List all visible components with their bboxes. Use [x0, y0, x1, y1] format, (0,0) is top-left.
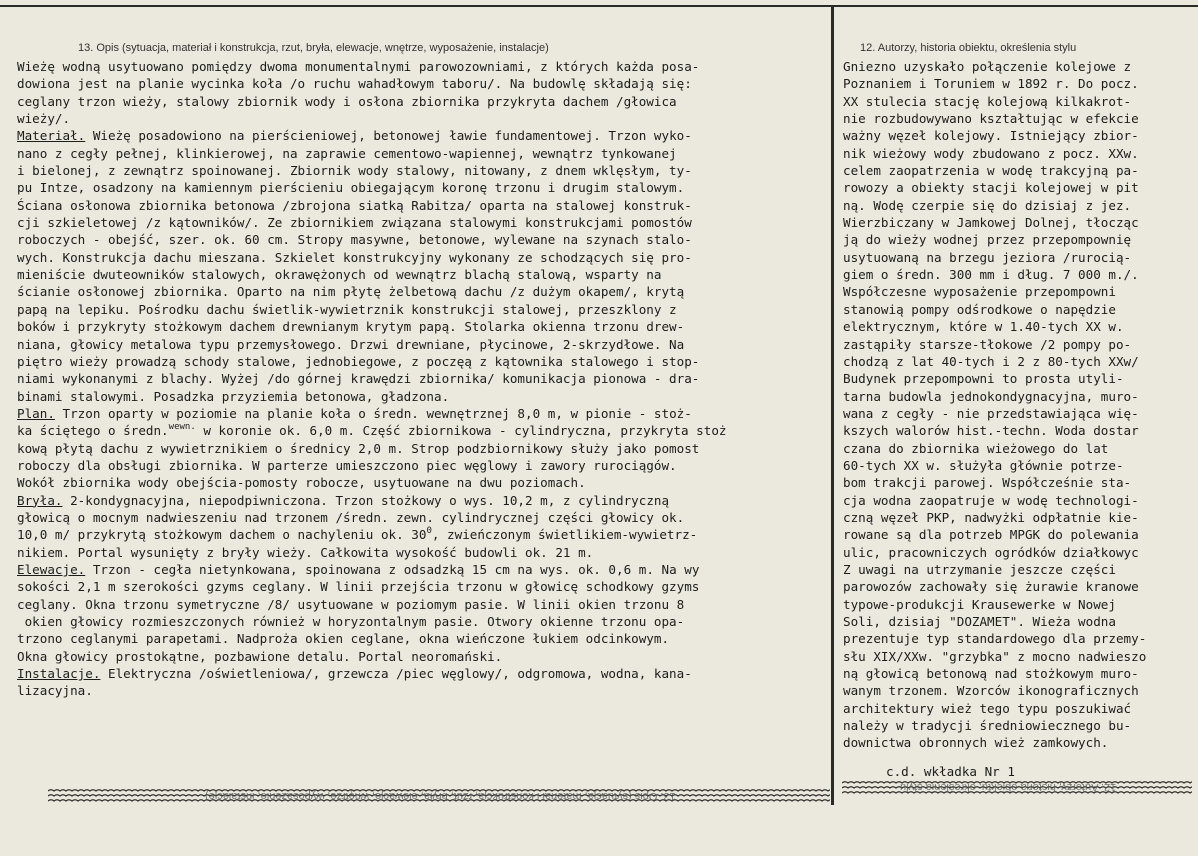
- column-divider: [831, 5, 834, 805]
- description-line: papą na lepiku. Pośrodku dachu świetlik-wywietrznik konstrukcji stalowej, przeszklony z: [17, 301, 677, 317]
- history-line: usytuowaną na brzegu jeziora /rurocią-: [843, 249, 1132, 265]
- description-line: sokości 2,1 m szerokości gzyms ceglany. W linii przejścia trzonu w głowicę schodkowy gzyms: [17, 579, 700, 595]
- history-line: downictwa obronnych wież zamkowych.: [843, 735, 1109, 751]
- history-line: Z uwagi na utrzymanie jeszcze części: [843, 561, 1116, 577]
- history-line: Gniezno uzyskało połączenie kolejowe z: [843, 59, 1132, 74]
- history-line: giem o średn. 300 mm i dług. 7 000 m./.: [843, 267, 1139, 283]
- description-line: binami stalowymi. Posadzka przyziemia betonowa, gładzona.: [17, 388, 450, 404]
- section-label: Bryła.: [17, 492, 63, 508]
- description-line: Plan. Trzon oparty w poziomie na planie koła o średn. wewnętrznej 8,0 m, w pionie - stoż-: [17, 405, 692, 421]
- history-line: nik wieżowy wody zbudowano z pocz. XXw.: [843, 145, 1139, 161]
- history-line: należy w tradycji średniowiecznego bu-: [843, 718, 1132, 734]
- history-line: parowozów zachowały się żurawie kranowe: [843, 579, 1139, 595]
- description-line: mieniście dwuteowników stalowych, okrawężonych od wewnątrz blachą stalową, wsparty na: [17, 267, 662, 283]
- description-line: kową płytą dachu z wywietrznikiem o średnicy 2,0 m. Strop podzbiornikowy służy jako pomost: [17, 440, 700, 456]
- description-line: ceglany. Okna trzonu symetryczne /8/ usytuowane w poziomym pasie. W linii okien trzonu 8: [17, 596, 685, 612]
- description-line: pu Intze, osadzony na kamiennym pierścieniu obiegającym koronę trzonu i drugim stalowym.: [17, 180, 685, 196]
- history-line: bom trakcji parowej. Współcześnie sta-: [843, 475, 1132, 491]
- description-line: ka ściętego o średn.$^{wewn.}$ w koronie ok. 6,0 m. Część zbiornikowa - cylindryczna, przykryta stoż: [17, 422, 727, 439]
- history-line: ważny węzeł kolejowy. Istniejący zbior-: [843, 128, 1139, 144]
- section-label: Plan.: [17, 405, 55, 421]
- history-line: czana do zbiornika wieżowego do lat: [843, 440, 1109, 456]
- description-line: nano z cegły pełnej, klinkierowej, na zaprawie cementowo-wapiennej, wewnątrz tynkowanej: [17, 145, 677, 161]
- description-line: niana, głowicy metalowa typu przemysłowego. Drzwi drewniane, płycinowe, 2-skrzydłowe. Na: [17, 336, 685, 352]
- description-text-column: [17, 58, 831, 700]
- history-line: wanym trzonem. Wzorców ikonograficznych: [843, 683, 1139, 699]
- history-line: architektury wież tego typu poszukiwać: [843, 700, 1132, 716]
- description-line: wieży/.: [17, 111, 71, 127]
- description-line: Okna głowicy prostokątne, pozbawione detalu. Portal neoromański.: [17, 648, 503, 664]
- history-text-column: [843, 58, 1198, 752]
- history-line: nie rozbudowywano kształtując w efekcie: [843, 111, 1139, 127]
- history-line: ulic, pracowniczych ogródków działkowyc: [843, 544, 1139, 560]
- description-line: okien głowicy rozmieszczonych również w horyzontalnym pasie. Otwory okienne trzonu opa-: [17, 614, 685, 629]
- history-line: typowe-produkcji Krausewerke w Nowej: [843, 596, 1116, 612]
- description-line: trzono ceglanymi parapetami. Nadproża okien ceglane, okna wieńczone łukiem odcinkowym.: [17, 631, 670, 647]
- history-line: cja wodna zaopatruje w wodę technologi-: [843, 492, 1139, 508]
- section-label: Elewacje.: [17, 561, 86, 577]
- history-line: słu XIX/XXw. "grzybka" z mocno nadwieszo: [843, 648, 1147, 664]
- history-line: wana z cegły - nie przedstawiająca wię-: [843, 405, 1139, 421]
- history-line: tarna budowla jednokondygnacyjna, muro-: [843, 388, 1139, 404]
- history-line: Budynek przepompowni to prosta utyli-: [843, 371, 1124, 387]
- top-border-line: [0, 5, 1198, 7]
- history-line: ją do wieży wodnej przez przepompownię: [843, 232, 1132, 248]
- history-line: chodzą z lat 40-tych i 2 z 80-tych XXw/: [843, 353, 1139, 369]
- description-line: Elewacje. Trzon - cegła nietynkowana, spoinowana z odsadzką 15 cm na wys. ok. 0,6 m. Na wy: [17, 561, 700, 577]
- description-line: lizacyjna.: [17, 683, 93, 699]
- history-line: ną. Wodę czerpie się do dzisiaj z jez.: [843, 197, 1132, 213]
- history-line: Współczesne wyposażenie przepompowni: [843, 284, 1116, 300]
- description-line: i bielonej, z zewnątrz spoinowanej. Zbiornik wody stalowy, nitowany, z dnem wklęsłym, ty-: [17, 163, 692, 179]
- history-line: rowozy a obiekty stacji kolejowej w pit: [843, 180, 1139, 196]
- description-line: 10,0 m/ przykrytą stożkowym dachem o nachyleniu ok. $30^0$, zwieńczonym świetlikiem-wywietrz-: [17, 526, 698, 543]
- history-line: Poznaniem i Toruniem w 1892 r. Do pocz.: [843, 76, 1139, 92]
- superscript: 0: [426, 526, 432, 537]
- history-line: prezentuje typ standardowego dla przemy-: [843, 631, 1147, 647]
- history-line: stanowią pompy odśrodkowe o napędzie: [843, 301, 1116, 317]
- section-label: Materiał.: [17, 128, 86, 144]
- history-line: rowane są dla potrzeb MPGK do polewania: [843, 527, 1139, 543]
- superscript: wewn.: [168, 422, 196, 433]
- history-line: ną głowicą betonową nad stożkowym muro-: [843, 666, 1139, 682]
- description-line: piętro wieży prowadzą schody stalowe, jednobiegowe, z poczęą z kątownika stalowego i stop-: [17, 353, 700, 369]
- history-line: 60-tych XX w. służyła głównie potrze-: [843, 457, 1124, 473]
- description-line: ceglany trzon wieży, stalowy zbiornik wody i osłona zbiornika przykryta dachem /głowica: [17, 93, 677, 109]
- description-line: boków i przykryty stożkowym dachem drewnianym krytym papą. Stolarka okienna trzonu drew-: [17, 319, 685, 335]
- description-line: Materiał. Wieżę posadowiono na pierścieniowej, betonowej ławie fundamentowej. Trzon wyko-: [17, 128, 692, 144]
- description-line: Instalacje. Elektryczna /oświetleniowa/, grzewcza /piec węglowy/, odgromowa, wodna, kana-: [17, 666, 692, 682]
- description-line: roboczy dla obsługi zbiornika. W parterze umieszczono piec węglowy i zawory rurociągów.: [17, 457, 677, 473]
- history-line: Wierzbiczany w Jamkowej Dolnej, tłocząc: [843, 215, 1139, 231]
- mirrored-heading-left: 13. Opis (sytuacja, materiał i konstrukcja, rzut, bryła, elewacje, wnętrze, wyposażenie, instalacje): [205, 790, 676, 802]
- description-line: nikiem. Portal wysunięty z bryły wieży. Całkowita wysokość budowli ok. 21 m.: [17, 544, 594, 560]
- section-13-heading: 13. Opis (sytuacja, materiał i konstrukcja, rzut, bryła, elewacje, wnętrze, wyposażenie, instalacje): [78, 42, 549, 54]
- description-line: Wieżę wodną usytuowano pomiędzy dwoma monumentalnymi parowozowniami, z których każda posa-: [17, 59, 700, 74]
- description-line: ścianie osłonowej zbiornika. Oparto na nim płytę żelbetową dachu /z dużym okapem/, krytą: [17, 284, 685, 300]
- description-line: wych. Konstrukcja dachu mieszana. Szkielet konstrukcyjny wykonany ze schodzących się pro-: [17, 249, 692, 265]
- history-line: kszych walorów hist.-techn. Woda dostar: [843, 423, 1139, 439]
- history-line: celem zaopatrzenia w wodę trakcyjną pa-: [843, 163, 1139, 179]
- description-line: dowiona jest na planie wycinka koła /o ruchu wahadłowym taboru/. Na budowlę składają się:: [17, 76, 692, 92]
- description-line: cji szkieletowej /z kątowników/. Ze zbiornikiem związana stalowymi konstrukcjami pomostów: [17, 215, 692, 231]
- description-line: roboczych - obejść, szer. ok. 60 cm. Stropy masywne, betonowe, wylewane na szynach stalo-: [17, 232, 692, 248]
- history-line: XX stulecia stację kolejową kilkakrot-: [843, 93, 1132, 109]
- description-line: głowicą o mocnym nadwieszeniu nad trzonem /średn. zewn. cylindrycznej części głowicy ok.: [17, 509, 685, 525]
- history-line: zastąpiły starsze-tłokowe /2 pompy po-: [843, 336, 1132, 352]
- continuation-note: c.d. wkładka Nr 1: [886, 764, 1015, 779]
- description-line: niami wykonanymi z blachy. Wyżej /do górnej krawędzi zbiornika/ komunikacja pionowa - dra-: [17, 371, 700, 387]
- section-label: Instalacje.: [17, 666, 101, 682]
- description-line: Ściana osłonowa zbiornika betonowa /zbrojona siatką Rabitza/ oparta na stalowej konstruk-: [17, 197, 692, 213]
- history-line: elektrycznym, które w 1.40-tych XX w.: [843, 319, 1124, 335]
- description-line: Bryła. 2-kondygnacyjna, niepodpiwniczona. Trzon stożkowy o wys. 10,2 m, z cylindryczną: [17, 492, 670, 508]
- description-line: Wokół zbiornika wody obejścia-pomosty robocze, usytuowane na dwu poziomach.: [17, 475, 586, 491]
- history-line: czną węzeł PKP, nadwyżki odpłatnie kie-: [843, 509, 1139, 525]
- mirrored-heading-right: 12. Autorzy, historia obiektu, określenia stylu: [900, 781, 1117, 793]
- history-line: Soli, dzisiaj "DOZAMET". Wieża wodna: [843, 614, 1116, 629]
- section-12-heading: 12. Autorzy, historia obiektu, określenia stylu: [860, 42, 1077, 54]
